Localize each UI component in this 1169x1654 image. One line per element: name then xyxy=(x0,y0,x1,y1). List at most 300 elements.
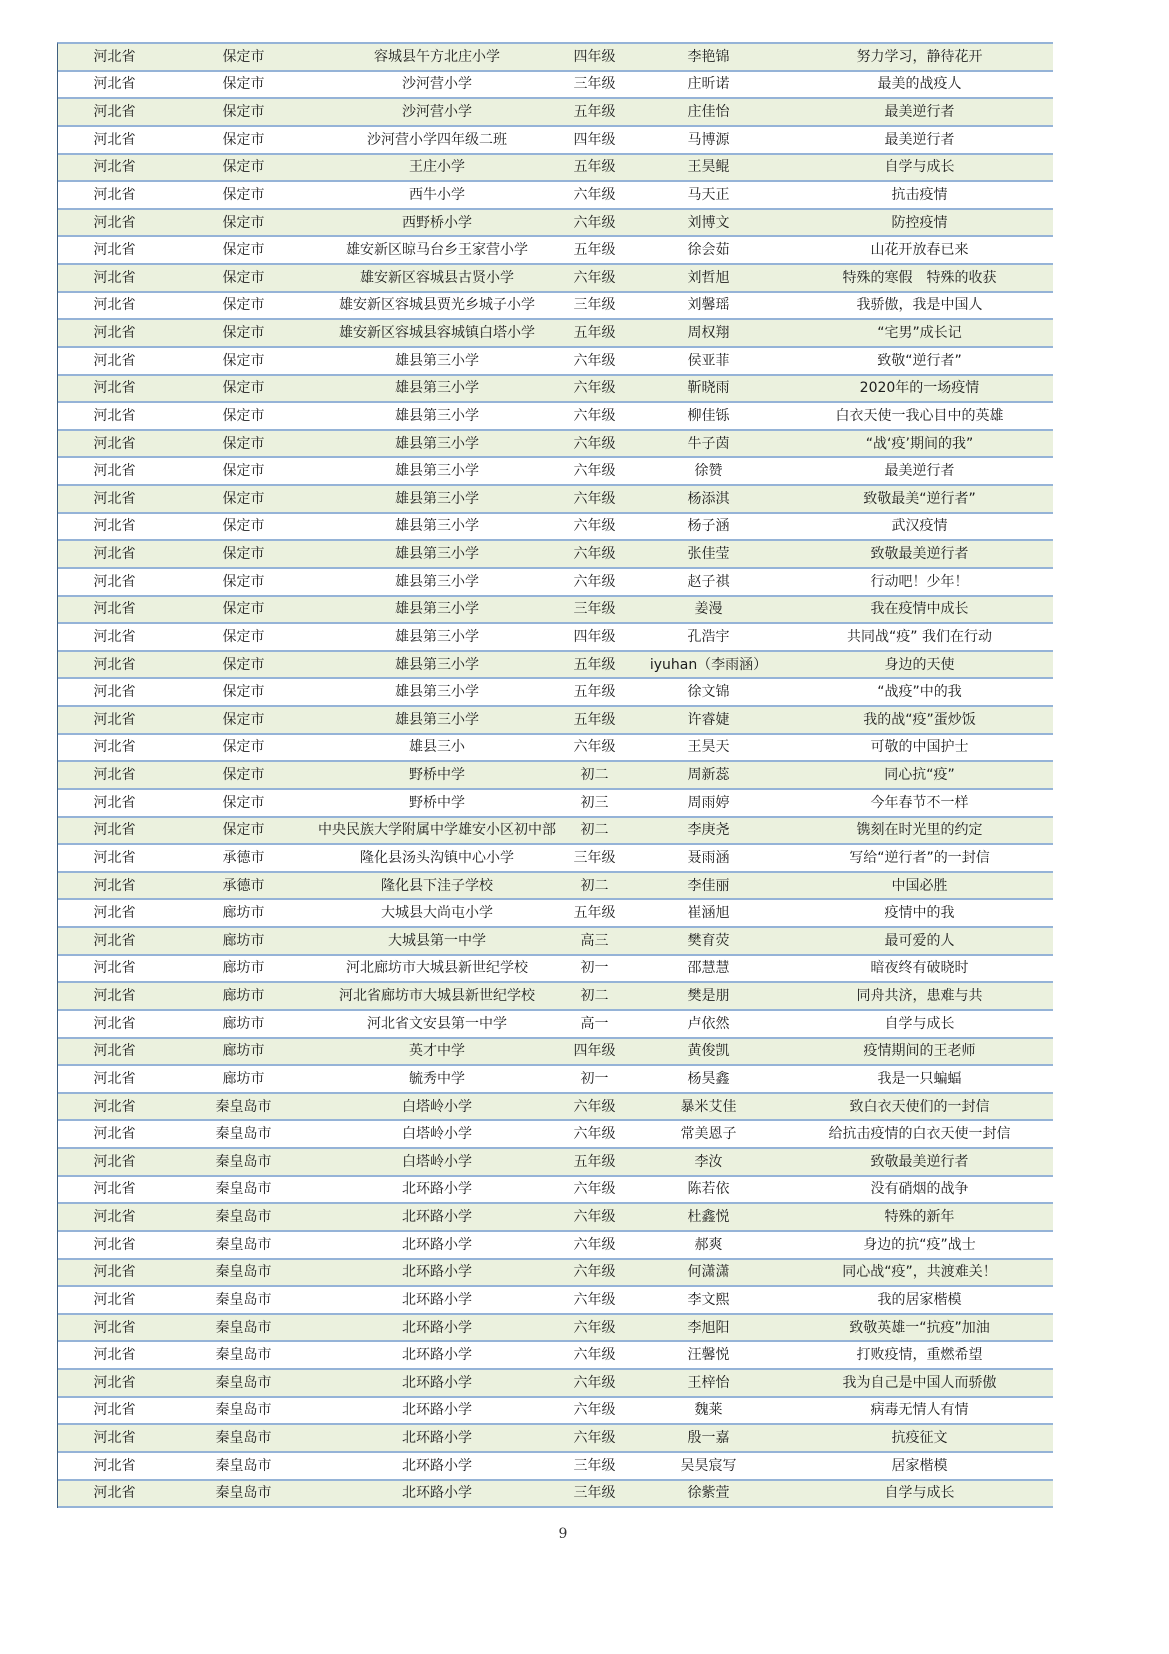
school-cell: 雄安新区晾马台乡王家营小学 xyxy=(346,242,528,259)
essay-title-cell: 致敬最美逆行者 xyxy=(870,1153,969,1170)
essay-title-cell: 致白衣天使们的一封信 xyxy=(849,1098,990,1115)
student-name-cell: 侯亚菲 xyxy=(687,352,730,369)
province-cell: 河北省 xyxy=(93,601,136,618)
province-cell: 河北省 xyxy=(93,186,136,203)
city-cell: 秦皇岛市 xyxy=(215,1098,272,1115)
student-name-cell: 徐赞 xyxy=(694,463,723,480)
student-name-cell: 李艳锦 xyxy=(687,48,730,65)
essay-title-cell: 致敬最美逆行者 xyxy=(870,546,969,563)
student-name-cell: 靳晓雨 xyxy=(687,380,730,397)
city-cell: 秦皇岛市 xyxy=(215,1153,272,1170)
school-cell: 河北省文安县第一中学 xyxy=(367,1015,507,1032)
province-cell: 河北省 xyxy=(93,711,136,728)
province-cell: 河北省 xyxy=(93,1485,136,1502)
school-cell: 雄县三小 xyxy=(409,739,465,756)
student-name-cell: 杨子涵 xyxy=(687,518,730,535)
grade-cell: 六年级 xyxy=(573,214,616,231)
essay-title-cell: 武汉疫情 xyxy=(891,518,948,535)
essay-title-cell: 今年春节不一样 xyxy=(870,794,969,811)
student-name-cell: 崔涵旭 xyxy=(687,905,730,922)
city-cell: 秦皇岛市 xyxy=(215,1236,272,1253)
grade-cell: 六年级 xyxy=(573,1291,616,1308)
essay-title-cell: 中国必胜 xyxy=(891,877,948,894)
essay-title-cell: 最美的战疫人 xyxy=(877,76,962,93)
city-cell: 秦皇岛市 xyxy=(215,1209,272,1226)
school-cell: 毓秀中学 xyxy=(409,1070,465,1087)
city-cell: 保定市 xyxy=(222,573,265,590)
essay-title-cell: 疫情中的我 xyxy=(884,905,955,922)
essay-title-cell: 打败疫情，重燃希望 xyxy=(856,1347,983,1364)
student-name-cell: 孔浩宇 xyxy=(687,628,730,645)
table-row xyxy=(58,790,1053,818)
city-cell: 秦皇岛市 xyxy=(215,1430,272,1447)
grade-cell: 初一 xyxy=(580,1070,609,1087)
essay-title-cell: 行动吧！少年！ xyxy=(870,573,969,590)
essay-title-cell: 同心抗“疫” xyxy=(884,767,955,784)
province-cell: 河北省 xyxy=(93,767,136,784)
table-row xyxy=(58,458,1053,486)
province-cell: 河北省 xyxy=(93,822,136,839)
grade-cell: 三年级 xyxy=(573,849,616,866)
table-row xyxy=(58,265,1053,293)
city-cell: 秦皇岛市 xyxy=(215,1264,272,1281)
city-cell: 保定市 xyxy=(222,76,265,93)
school-cell: 沙河营小学四年级二班 xyxy=(367,131,507,148)
school-cell: 隆化县汤头沟镇中心小学 xyxy=(360,849,514,866)
school-cell: 王庄小学 xyxy=(409,159,465,176)
province-cell: 河北省 xyxy=(93,1374,136,1391)
province-cell: 河北省 xyxy=(93,905,136,922)
page-number: 9 xyxy=(558,1526,568,1542)
province-cell: 河北省 xyxy=(93,1209,136,1226)
province-cell: 河北省 xyxy=(93,242,136,259)
essay-title-cell: 白衣天使一我心目中的英雄 xyxy=(835,407,1004,424)
table-row xyxy=(58,818,1053,846)
school-cell: 雄安新区容城县贾光乡城子小学 xyxy=(339,297,535,314)
essay-title-cell: 山花开放春已来 xyxy=(870,242,969,259)
essay-title-cell: 我骄傲，我是中国人 xyxy=(856,297,983,314)
school-cell: 北环路小学 xyxy=(402,1430,472,1447)
grade-cell: 六年级 xyxy=(573,1430,616,1447)
grade-cell: 六年级 xyxy=(573,1236,616,1253)
province-cell: 河北省 xyxy=(93,877,136,894)
school-cell: 白塔岭小学 xyxy=(402,1126,472,1143)
grade-cell: 初一 xyxy=(580,960,609,977)
school-cell: 雄安新区容城县古贤小学 xyxy=(360,269,514,286)
student-name-cell: 李文熙 xyxy=(687,1291,730,1308)
table-row xyxy=(58,486,1053,514)
table-row xyxy=(58,928,1053,956)
province-cell: 河北省 xyxy=(93,1319,136,1336)
student-name-cell: 何潇潇 xyxy=(687,1264,730,1281)
school-cell: 雄县第三小学 xyxy=(395,711,479,728)
city-cell: 保定市 xyxy=(222,628,265,645)
grade-cell: 初二 xyxy=(580,822,609,839)
table-row xyxy=(58,762,1053,790)
grade-cell: 三年级 xyxy=(573,601,616,618)
essay-title-cell: 防控疫情 xyxy=(891,214,948,231)
student-name-cell: 常美恩子 xyxy=(680,1126,737,1143)
grade-cell: 五年级 xyxy=(573,711,616,728)
school-cell: 北环路小学 xyxy=(402,1374,472,1391)
student-name-cell: 黄俊凯 xyxy=(687,1043,730,1060)
student-name-cell: 陈若依 xyxy=(687,1181,730,1198)
city-cell: 保定市 xyxy=(222,739,265,756)
table-row xyxy=(58,1204,1053,1232)
grade-cell: 四年级 xyxy=(573,48,616,65)
city-cell: 秦皇岛市 xyxy=(215,1374,272,1391)
essay-title-cell: 我的居家楷模 xyxy=(877,1291,962,1308)
essay-title-cell: 最美逆行者 xyxy=(884,104,955,121)
school-cell: 雄县第三小学 xyxy=(395,407,479,424)
city-cell: 保定市 xyxy=(222,325,265,342)
province-cell: 河北省 xyxy=(93,1291,136,1308)
essay-title-cell: 最可爱的人 xyxy=(884,932,955,949)
school-cell: 河北廊坊市大城县新世纪学校 xyxy=(346,960,528,977)
grade-cell: 六年级 xyxy=(573,546,616,563)
city-cell: 廊坊市 xyxy=(222,905,265,922)
grade-cell: 高三 xyxy=(580,932,609,949)
city-cell: 保定市 xyxy=(222,407,265,424)
essay-title-cell: “战疫”中的我 xyxy=(877,684,962,701)
student-name-cell: 李佳丽 xyxy=(687,877,730,894)
student-name-cell: 樊是朋 xyxy=(687,988,730,1005)
table-row xyxy=(58,1260,1053,1288)
province-cell: 河北省 xyxy=(93,1070,136,1087)
student-name-cell: 庄昕诺 xyxy=(687,76,730,93)
essay-title-cell: 我为自己是中国人而骄傲 xyxy=(842,1374,997,1391)
school-cell: 野桥中学 xyxy=(409,794,465,811)
grade-cell: 五年级 xyxy=(573,905,616,922)
student-name-cell: 吴昊宸写 xyxy=(680,1457,737,1474)
province-cell: 河北省 xyxy=(93,849,136,866)
school-cell: 大城县大尚屯小学 xyxy=(381,905,493,922)
table-row xyxy=(58,1481,1053,1509)
table-row xyxy=(58,1094,1053,1122)
essay-title-cell: 同舟共济，患难与共 xyxy=(856,988,983,1005)
student-name-cell: 徐文锦 xyxy=(687,684,730,701)
essay-title-cell: 疫情期间的王老师 xyxy=(863,1043,976,1060)
school-cell: 北环路小学 xyxy=(402,1264,472,1281)
city-cell: 保定市 xyxy=(222,435,265,452)
table-row xyxy=(58,652,1053,680)
school-cell: 雄县第三小学 xyxy=(395,546,479,563)
table-row xyxy=(58,99,1053,127)
grade-cell: 五年级 xyxy=(573,684,616,701)
city-cell: 保定市 xyxy=(222,242,265,259)
city-cell: 承德市 xyxy=(222,849,265,866)
essay-title-cell: 身边的天使 xyxy=(884,656,955,673)
essay-title-cell: 病毒无情人有情 xyxy=(870,1402,969,1419)
essay-title-cell: 写给“逆行者”的一封信 xyxy=(849,849,990,866)
grade-cell: 六年级 xyxy=(573,490,616,507)
essay-title-cell: 最美逆行者 xyxy=(884,463,955,480)
city-cell: 廊坊市 xyxy=(222,1015,265,1032)
province-cell: 河北省 xyxy=(93,352,136,369)
province-cell: 河北省 xyxy=(93,1181,136,1198)
student-name-cell: 王昊鲲 xyxy=(687,159,730,176)
city-cell: 保定市 xyxy=(222,186,265,203)
grade-cell: 五年级 xyxy=(573,104,616,121)
province-cell: 河北省 xyxy=(93,1457,136,1474)
school-cell: 隆化县下洼子学校 xyxy=(381,877,493,894)
essay-title-cell: 2020年的一场疫情 xyxy=(859,380,980,397)
city-cell: 保定市 xyxy=(222,463,265,480)
grade-cell: 六年级 xyxy=(573,407,616,424)
province-cell: 河北省 xyxy=(93,214,136,231)
student-name-cell: 王昊天 xyxy=(687,739,730,756)
grade-cell: 六年级 xyxy=(573,352,616,369)
city-cell: 秦皇岛市 xyxy=(215,1319,272,1336)
table-row xyxy=(58,1121,1053,1149)
province-cell: 河北省 xyxy=(93,1347,136,1364)
school-cell: 雄安新区容城县容城镇白塔小学 xyxy=(339,325,535,342)
school-cell: 北环路小学 xyxy=(402,1236,472,1253)
student-name-cell: 杨昊鑫 xyxy=(687,1070,730,1087)
province-cell: 河北省 xyxy=(93,988,136,1005)
student-name-cell: 杜鑫悦 xyxy=(687,1209,730,1226)
student-name-cell: 卢依然 xyxy=(687,1015,730,1032)
grade-cell: 六年级 xyxy=(573,739,616,756)
city-cell: 保定市 xyxy=(222,380,265,397)
city-cell: 保定市 xyxy=(222,352,265,369)
table-row xyxy=(58,1232,1053,1260)
student-name-cell: 殷一嘉 xyxy=(687,1430,730,1447)
student-name-cell: 马博源 xyxy=(687,131,730,148)
grade-cell: 六年级 xyxy=(573,573,616,590)
school-cell: 沙河营小学 xyxy=(402,104,472,121)
province-cell: 河北省 xyxy=(93,269,136,286)
school-cell: 北环路小学 xyxy=(402,1485,472,1502)
city-cell: 廊坊市 xyxy=(222,1043,265,1060)
table-row xyxy=(58,320,1053,348)
grade-cell: 五年级 xyxy=(573,656,616,673)
city-cell: 保定市 xyxy=(222,214,265,231)
province-cell: 河北省 xyxy=(93,131,136,148)
province-cell: 河北省 xyxy=(93,48,136,65)
grade-cell: 六年级 xyxy=(573,1209,616,1226)
essay-title-cell: 给抗击疫情的白衣天使一封信 xyxy=(828,1126,1011,1143)
province-cell: 河北省 xyxy=(93,628,136,645)
grade-cell: 六年级 xyxy=(573,1319,616,1336)
essay-title-cell: 居家楷模 xyxy=(891,1457,948,1474)
student-name-cell: 汪馨悦 xyxy=(687,1347,730,1364)
school-cell: 英才中学 xyxy=(409,1043,465,1060)
grade-cell: 六年级 xyxy=(573,518,616,535)
city-cell: 保定市 xyxy=(222,159,265,176)
table-row xyxy=(58,1287,1053,1315)
city-cell: 廊坊市 xyxy=(222,960,265,977)
essay-title-cell: 暗夜终有破晓时 xyxy=(870,960,969,977)
school-cell: 雄县第三小学 xyxy=(395,601,479,618)
table-row xyxy=(58,237,1053,265)
essay-title-cell: 最美逆行者 xyxy=(884,131,955,148)
table-row xyxy=(58,1342,1053,1370)
grade-cell: 六年级 xyxy=(573,1181,616,1198)
province-cell: 河北省 xyxy=(93,1236,136,1253)
grade-cell: 六年级 xyxy=(573,186,616,203)
table-row xyxy=(58,956,1053,984)
table-row xyxy=(58,182,1053,210)
grade-cell: 初三 xyxy=(580,794,609,811)
grade-cell: 五年级 xyxy=(573,325,616,342)
table-row xyxy=(58,376,1053,404)
table-row xyxy=(58,1453,1053,1481)
essay-title-cell: 特殊的寒假 特殊的收获 xyxy=(842,269,997,286)
essay-title-cell: 身边的抗“疫”战士 xyxy=(863,1236,976,1253)
grade-cell: 四年级 xyxy=(573,131,616,148)
student-name-cell: 徐紫萱 xyxy=(687,1485,730,1502)
city-cell: 保定市 xyxy=(222,767,265,784)
province-cell: 河北省 xyxy=(93,1264,136,1281)
student-name-cell: 聂雨涵 xyxy=(687,849,730,866)
table-row xyxy=(58,1315,1053,1343)
student-name-cell: 马天正 xyxy=(687,186,730,203)
table-row xyxy=(58,155,1053,183)
province-cell: 河北省 xyxy=(93,1043,136,1060)
province-cell: 河北省 xyxy=(93,297,136,314)
student-name-cell: 魏莱 xyxy=(694,1402,723,1419)
grade-cell: 初二 xyxy=(580,877,609,894)
grade-cell: 六年级 xyxy=(573,1402,616,1419)
grade-cell: 三年级 xyxy=(573,297,616,314)
province-cell: 河北省 xyxy=(93,794,136,811)
table-row xyxy=(58,293,1053,321)
grade-cell: 初二 xyxy=(580,767,609,784)
essay-title-cell: 致敬“逆行者” xyxy=(877,352,962,369)
student-name-cell: 李汝 xyxy=(694,1153,723,1170)
city-cell: 秦皇岛市 xyxy=(215,1181,272,1198)
essay-title-cell: 致敬英雄一“抗疫”加油 xyxy=(849,1319,990,1336)
school-cell: 雄县第三小学 xyxy=(395,573,479,590)
province-cell: 河北省 xyxy=(93,518,136,535)
table-row xyxy=(58,983,1053,1011)
school-cell: 北环路小学 xyxy=(402,1347,472,1364)
city-cell: 保定市 xyxy=(222,794,265,811)
grade-cell: 六年级 xyxy=(573,463,616,480)
essay-title-cell: “宅男”成长记 xyxy=(877,325,962,342)
city-cell: 保定市 xyxy=(222,601,265,618)
student-name-cell: 赵子祺 xyxy=(687,573,730,590)
province-cell: 河北省 xyxy=(93,76,136,93)
school-cell: 白塔岭小学 xyxy=(402,1153,472,1170)
city-cell: 保定市 xyxy=(222,656,265,673)
table-row xyxy=(58,127,1053,155)
city-cell: 保定市 xyxy=(222,131,265,148)
grade-cell: 五年级 xyxy=(573,159,616,176)
city-cell: 承德市 xyxy=(222,877,265,894)
province-cell: 河北省 xyxy=(93,1402,136,1419)
province-cell: 河北省 xyxy=(93,1153,136,1170)
grade-cell: 六年级 xyxy=(573,1347,616,1364)
grade-cell: 六年级 xyxy=(573,380,616,397)
student-name-cell: 柳佳铄 xyxy=(687,407,730,424)
table-row xyxy=(58,597,1053,625)
city-cell: 保定市 xyxy=(222,297,265,314)
school-cell: 河北省廊坊市大城县新世纪学校 xyxy=(339,988,535,1005)
grade-cell: 五年级 xyxy=(573,1153,616,1170)
city-cell: 保定市 xyxy=(222,684,265,701)
student-name-cell: 刘哲旭 xyxy=(687,269,730,286)
essay-title-cell: 镌刻在时光里的约定 xyxy=(856,822,983,839)
city-cell: 廊坊市 xyxy=(222,1070,265,1087)
table-row xyxy=(58,514,1053,542)
city-cell: 秦皇岛市 xyxy=(215,1347,272,1364)
student-name-cell: 周新蕊 xyxy=(687,767,730,784)
table-row xyxy=(58,679,1053,707)
school-cell: 中央民族大学附属中学雄安小区初中部 xyxy=(318,822,556,839)
province-cell: 河北省 xyxy=(93,1098,136,1115)
essay-title-cell: 同心战“疫”，共渡难关！ xyxy=(842,1264,997,1281)
table-row xyxy=(58,431,1053,459)
province-cell: 河北省 xyxy=(93,407,136,424)
school-cell: 雄县第三小学 xyxy=(395,463,479,480)
student-name-cell: 杨添淇 xyxy=(687,490,730,507)
essay-title-cell: 努力学习，静待花开 xyxy=(856,48,983,65)
city-cell: 保定市 xyxy=(222,104,265,121)
student-name-cell: 周权翔 xyxy=(687,325,730,342)
essay-title-cell: 特殊的新年 xyxy=(884,1209,955,1226)
province-cell: 河北省 xyxy=(93,656,136,673)
grade-cell: 三年级 xyxy=(573,1485,616,1502)
student-name-cell: 周雨婷 xyxy=(687,794,730,811)
province-cell: 河北省 xyxy=(93,159,136,176)
city-cell: 保定市 xyxy=(222,711,265,728)
table-row xyxy=(58,873,1053,901)
award-list-table xyxy=(57,42,1053,1508)
essay-title-cell: 致敬最美“逆行者” xyxy=(863,490,976,507)
grade-cell: 六年级 xyxy=(573,1098,616,1115)
province-cell: 河北省 xyxy=(93,932,136,949)
essay-title-cell: 共同战“疫” 我们在行动 xyxy=(847,628,992,645)
essay-title-cell: 自学与成长 xyxy=(884,1485,955,1502)
table-row xyxy=(58,1177,1053,1205)
school-cell: 雄县第三小学 xyxy=(395,518,479,535)
city-cell: 廊坊市 xyxy=(222,932,265,949)
city-cell: 保定市 xyxy=(222,822,265,839)
table-row xyxy=(58,1039,1053,1067)
city-cell: 保定市 xyxy=(222,518,265,535)
city-cell: 秦皇岛市 xyxy=(215,1291,272,1308)
student-name-cell: 王梓怡 xyxy=(687,1374,730,1391)
school-cell: 容城县午方北庄小学 xyxy=(374,48,500,65)
student-name-cell: 郝爽 xyxy=(694,1236,723,1253)
school-cell: 沙河营小学 xyxy=(402,76,472,93)
grade-cell: 三年级 xyxy=(573,1457,616,1474)
province-cell: 河北省 xyxy=(93,573,136,590)
table-row xyxy=(58,707,1053,735)
province-cell: 河北省 xyxy=(93,104,136,121)
school-cell: 西野桥小学 xyxy=(402,214,472,231)
province-cell: 河北省 xyxy=(93,960,136,977)
province-cell: 河北省 xyxy=(93,325,136,342)
table-row xyxy=(58,403,1053,431)
city-cell: 秦皇岛市 xyxy=(215,1457,272,1474)
essay-title-cell: 我的战“疫”蛋炒饭 xyxy=(863,711,976,728)
essay-title-cell: “战‘疫’期间的我” xyxy=(865,435,974,452)
province-cell: 河北省 xyxy=(93,380,136,397)
essay-title-cell: 我在疫情中成长 xyxy=(870,601,969,618)
school-cell: 西牛小学 xyxy=(409,186,465,203)
essay-title-cell: 自学与成长 xyxy=(884,1015,955,1032)
table-row xyxy=(58,44,1053,72)
school-cell: 雄县第三小学 xyxy=(395,656,479,673)
table-row xyxy=(58,735,1053,763)
student-name-cell: 李庚尧 xyxy=(687,822,730,839)
school-cell: 北环路小学 xyxy=(402,1402,472,1419)
province-cell: 河北省 xyxy=(93,546,136,563)
essay-title-cell: 抗疫征文 xyxy=(891,1430,948,1447)
